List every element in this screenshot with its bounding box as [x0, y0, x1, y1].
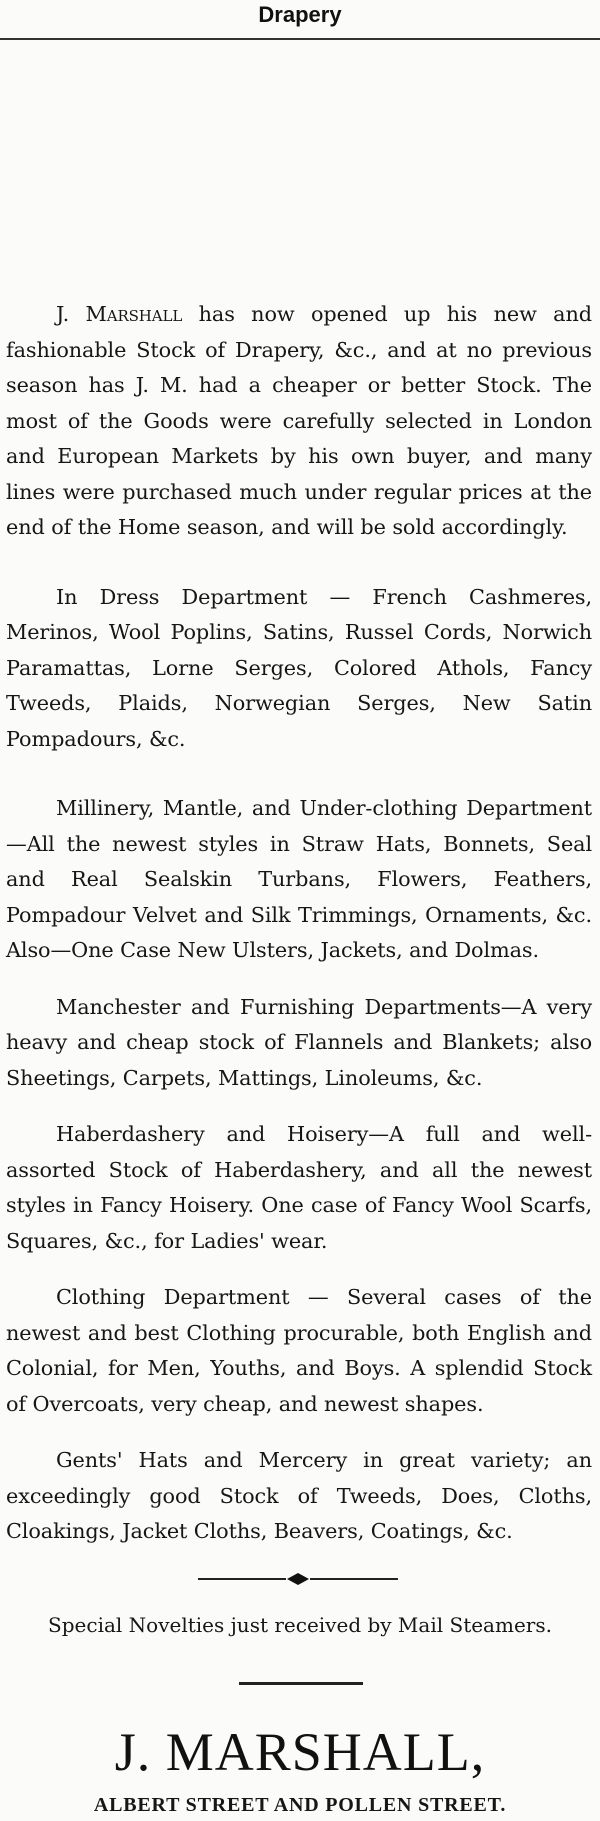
- gents-hats-paragraph: Gents' Hats and Mercery in great variety; an exceedingly good Stock of Tweeds, Does, Cloths, Cloakings, Jacket Cloths, Beavers, Coatings, &c.: [6, 1448, 592, 1543]
- intro-text: has now opened up his new and fashionable Stock of Drapery, &c., and at no previous season has J. M. had a cheaper or better Stock. The most of the Goods were carefully selected in London and European Markets by his own buyer, and many lines were purchased much under regular prices at the end of the Home season, and will be sold accordingly.: [6, 302, 592, 539]
- ornament-divider: [198, 1572, 398, 1586]
- haberdashery-paragraph: Haberdashery and Hoisery—A full and well-assorted Stock of Haberdashery, and all the newest styles in Fancy Hoisery. One case of Fancy Wool Scarfs, Squares, &c., for Ladies' wear.: [6, 1122, 592, 1253]
- intro-paragraph: [6, 297, 592, 546]
- merchant-address: ALBERT STREET AND POLLEN STREET.: [93, 1794, 507, 1816]
- signature-rule: [239, 1682, 363, 1685]
- novelties-notice: Special Novelties just received by Mail Steamers.: [48, 1613, 552, 1637]
- dress-department-paragraph: In Dress Department — French Cashmeres, Merinos, Wool Poplins, Satins, Russel Cords, Norwich Paramattas, Lorne Serges, Colored Athols, Fancy Tweeds, Plaids, Norwegian Serges, New Satin Pompadours, &c.: [6, 584, 592, 751]
- manchester-paragraph: Manchester and Furnishing Departments—A very heavy and cheap stock of Flannels and Blankets; also Sheetings, Carpets, Mattings, Linoleums, &c.: [6, 994, 592, 1090]
- merchant-signature: J. MARSHALL,: [114, 1722, 486, 1782]
- section-title: Drapery: [258, 2, 342, 27]
- merchant-name-inline: J. Marshall: [56, 302, 183, 326]
- clothing-paragraph: Clothing Department — Several cases of the newest and best Clothing procurable, both English and Colonial, for Men, Youths, and Boys. A splendid Stock of Overcoats, very cheap, and newest shapes.: [6, 1285, 592, 1416]
- header-rule: [0, 38, 600, 40]
- millinery-paragraph: Millinery, Mantle, and Under-clothing Department—All the newest styles in Straw Hats, Bonnets, Seal and Real Sealskin Turbans, Flowers, Feathers, Pompadour Velvet and Silk Trimmings, Ornaments, &c. Also—One Case New Ulsters, Jackets, and Dolmas.: [6, 796, 592, 962]
- advertisement-body: [6, 297, 592, 1550]
